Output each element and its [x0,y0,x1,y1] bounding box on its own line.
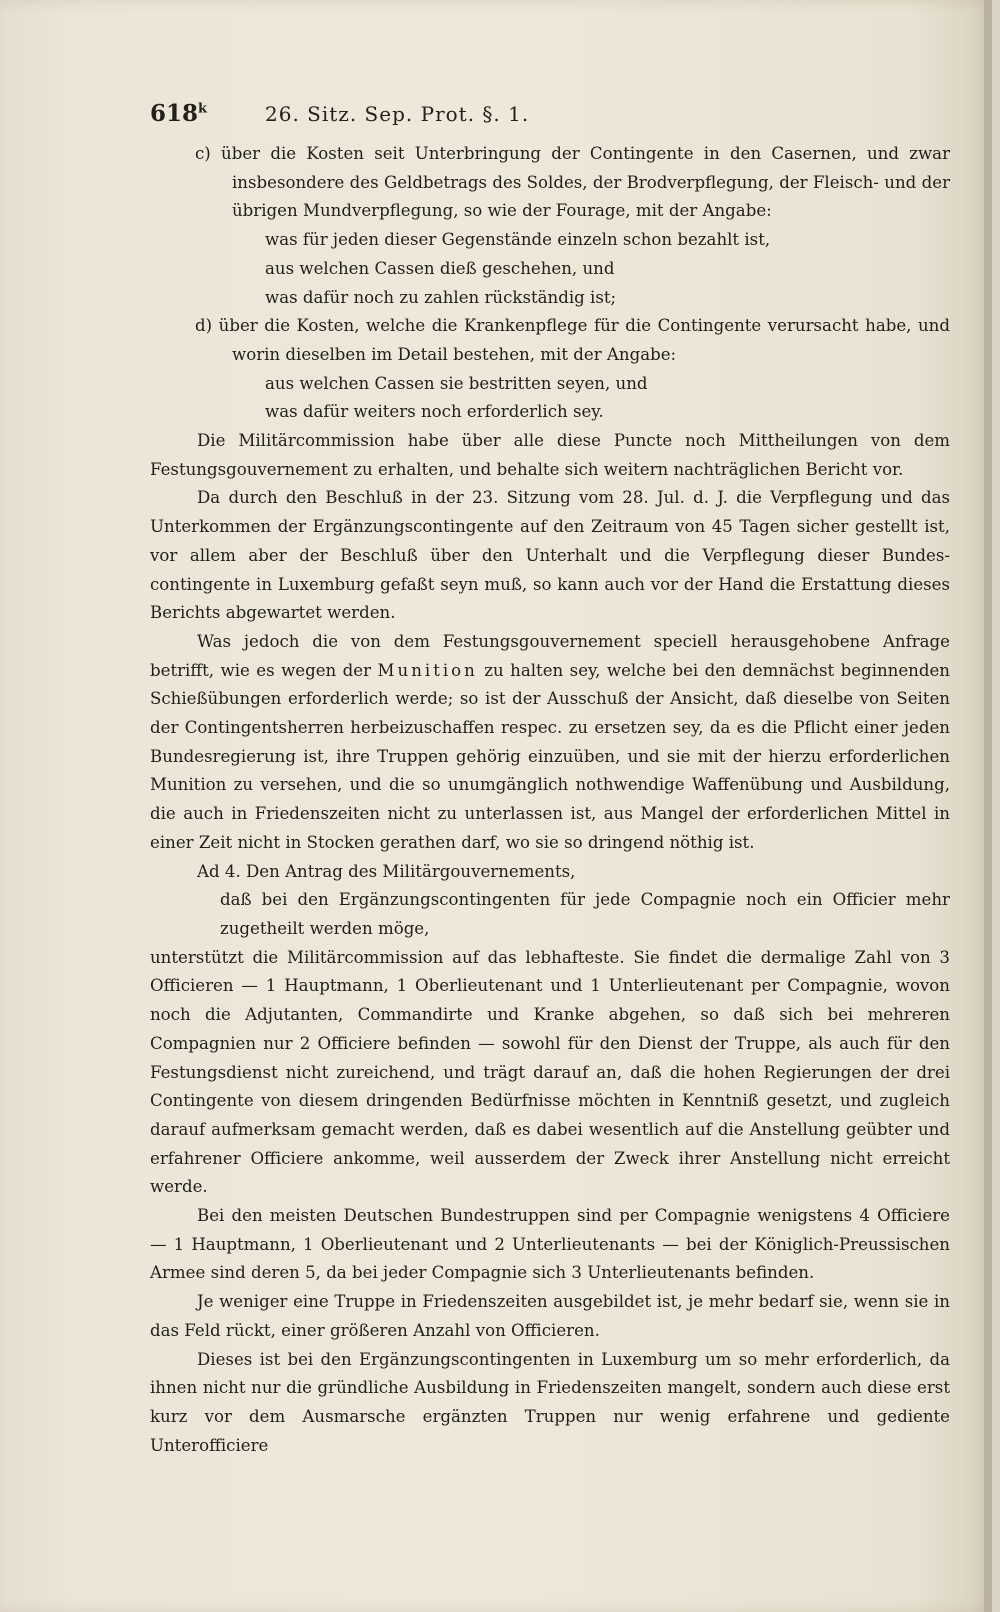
paragraph-text: Was jedoch die von dem Festungsgouvernement speciell herausgehobene Anfrage betrifft, wie es wegen der [150,631,950,680]
item-d-sub-2: was dafür weiters noch erforderlich sey. [265,402,604,422]
ad4-heading: Ad 4. Den Antrag des Militärgouvernements, [197,861,576,881]
item-c-sub-3: was dafür noch zu zahlen rückständig ist; [265,287,617,307]
emphasis-munition: Munition [377,660,478,680]
paragraph: Je weniger eine Truppe in Friedenszeiten ausgebildet ist, je mehr bedarf sie, wenn sie in das Feld rückt, einer größeren Anzahl von Officieren. [150,1292,950,1340]
page-edge [984,0,992,1612]
document-body [150,140,950,1460]
paragraph: Dieses ist bei den Ergänzungscontingenten in Luxemburg um so mehr erforderlich, da ihnen nicht nur die gründliche Ausbildung in Friedenszeiten mangelt, sondern auch diese erst kurz vor dem Ausmarsche ergänzten Truppen nur wenig erfahrene und gediente Unterofficiere [150,1349,950,1455]
paragraph: Bei den meisten Deutschen Bundestruppen sind per Compagnie wenigstens 4 Officiere — 1 Hauptmann, 1 Oberlieutenant und 2 Unterlieutenants — bei der Königlich-Preussischen Armee sind deren 5, da bei jeder Compagnie sich 3 Unterlieutenants befinden. [150,1206,950,1283]
paragraph-text: zu halten sey, welche bei den demnächst beginnenden Schießübungen erforderlich werde; so ist der Ausschuß der Ansicht, daß dieselbe von Seiten der Contingentsherren herbeizuschaffen respec. zu ersetzen sey, da es die Pflicht einer jeden Bundesregierung ist, ihre Truppen gehörig einzuüben, und sie mit der hierzu erforderlichen Munition zu versehen, und die so unumgänglich nothwendige Waffenübung und Ausbildung, die auch in Friedenszeiten nicht zu unterlassen ist, aus Mangel der erforderlichen Mittel in einer Zeit nicht in Stocken gerathen darf, wo sie so dringend nöthig ist. [150,660,950,852]
page-number-value: 618 [150,100,199,127]
ad4-motion: daß bei den Ergänzungscontingenten für jede Compagnie noch ein Officier mehr zugetheilt werden möge, [220,890,950,938]
item-c: c) über die Kosten seit Unterbringung der Contingente in den Casernen, und zwar insbesondere des Geldbetrags des Soldes, der Brodverpflegung, der Fleisch- und der übrigen Mundverpflegung, so wie der Fourage, mit der Angabe: [195,144,950,221]
page-number [150,100,207,127]
paragraph: Die Militärcommission habe über alle diese Puncte noch Mittheilungen von dem Festungsgouvernement zu erhalten, und behalte sich weitern nachträglichen Bericht vor. [150,431,950,479]
page-header [150,100,950,130]
paragraph: unterstützt die Militärcommission auf das lebhafteste. Sie findet die dermalige Zahl von 3 Officieren — 1 Hauptmann, 1 Oberlieutenant und 1 Unterlieutenant per Compagnie, wovon noch die Adjutanten, Commandirte und Kranke abgehen, so daß sich bei mehreren Compagnien nur 2 Officiere befinden — sowohl für den Dienst der Truppe, als auch für den Festungsdienst nicht zureichend, und trägt darauf an, daß die hohen Regierungen der drei Contingente von diesem dringenden Bedürfnisse möchten in Kenntniß gesetzt, und zugleich darauf aufmerksam gemacht werden, daß es dabei wesentlich auf die Anstellung geübter und erfahrener Officiere ankomme, weil ausserdem der Zweck ihrer Anstellung nicht erreicht werde. [150,947,950,1197]
item-c-sub-2: aus welchen Cassen dieß geschehen, und [265,258,615,278]
page-number-suffix: k [198,101,208,117]
item-c-sub-1: was für jeden dieser Gegenstände einzeln schon bezahlt ist, [265,230,771,250]
paragraph-munition [150,628,950,858]
running-title: 26. Sitz. Sep. Prot. §. 1. [265,102,530,126]
item-d-sub-1: aus welchen Cassen sie bestritten seyen, und [265,373,648,393]
item-d: d) über die Kosten, welche die Krankenpflege für die Contingente verursacht habe, und worin dieselben im Detail bestehen, mit der Angabe: [195,316,950,364]
paragraph: Da durch den Beschluß in der 23. Sitzung vom 28. Jul. d. J. die Verpflegung und das Unterkommen der Ergänzungscontingente auf den Zeitraum von 45 Tagen sicher gestellt ist, vor allem aber der Beschluß über den Unterhalt und die Verpflegung dieser Bundes-contingente in Luxemburg gefaßt seyn muß, so kann auch vor der Hand die Erstattung dieses Berichts abgewartet werden. [150,488,950,623]
